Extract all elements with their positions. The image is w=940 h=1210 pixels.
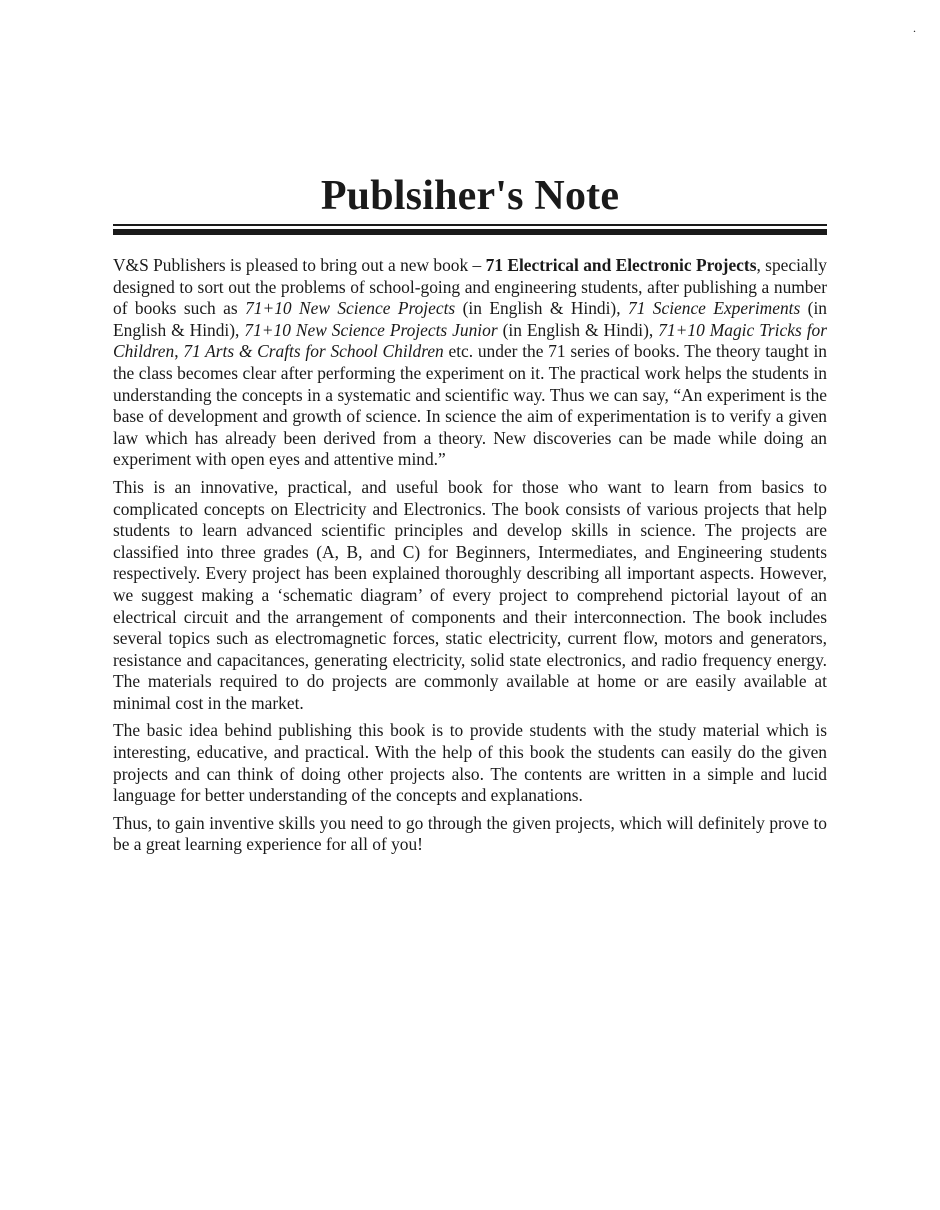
series-title-2: 71 Science Experiments (628, 298, 801, 319)
series-title-3: 71+10 New Science Projects Junior (244, 319, 498, 340)
intro-text-f: , (174, 341, 184, 362)
intro-text-c: (in English & Hindi), (455, 298, 628, 319)
title-rule-thin (113, 224, 827, 226)
series-title-4: 71+10 Magic Tricks for Children (113, 319, 827, 362)
intro-text-a: V&S Publishers is pleased to bring out a new book – (113, 255, 486, 275)
intro-text-e: (in English & Hindi), (497, 319, 659, 340)
note-body (113, 255, 827, 862)
intro-text-d: (in English & Hindi), (113, 298, 827, 340)
series-title-1: 71+10 New Science Projects (245, 298, 456, 319)
paragraph-conclusion: Thus, to gain inventive skills you need to go through the given projects, which will definitely prove to be a great learning experience for all of you! (113, 812, 827, 855)
intro-text-b: , specially designed to sort out the problems of school-going and engineering students, after publishing a number of books such as (113, 255, 827, 319)
paragraph-intro (113, 255, 827, 471)
series-title-5: 71 Arts & Crafts for School Children (183, 341, 444, 362)
title-rule-thick (113, 229, 827, 235)
page-title: Publsiher's Note (320, 173, 620, 219)
book-title: 71 Electrical and Electronic Projects (485, 255, 757, 275)
intro-text-g: etc. under the 71 series of books. The theory taught in the class becomes clear after performing the experiment on it. The practical work helps the students in understanding the concepts in a systematic and scientific way. Thus we can say, “An experiment is the base of development and growth of science. In science the aim of experimentation is to verify a given law which has already been derived from a theory. New discoveries can be made while doing an experiment with open eyes and attentive mind.” (113, 341, 827, 470)
title-double-rule (113, 224, 827, 235)
paragraph-basic-idea: The basic idea behind publishing this book is to provide students with the study material which is interesting, educative, and practical. With the help of this book the students can easily do the given projects and can think of doing other projects also. The contents are written in a simple and lucid language for better understanding of the concepts and explanations. (113, 720, 827, 806)
corner-mark: . (913, 21, 916, 35)
paragraph-about-book: This is an innovative, practical, and useful book for those who want to learn from basics to complicated concepts on Electricity and Electronics. The book consists of various projects that help students to learn advanced scientific principles and develop skills in science. The projects are classified into three grades (A, B, and C) for Beginners, Intermediates, and Engineering students respectively. Every project has been explained thoroughly describing all important aspects. However, we suggest making a ‘schematic diagram’ of every project to comprehend pictorial layout of an electrical circuit and the arrangement of components and their interconnection. The book includes several topics such as electromagnetic forces, static electricity, current flow, motors and generators, resistance and capacitances, generating electricity, solid state electronics, and radio frequency energy. The materials required to do projects are commonly available at home or are easily available at minimal cost in the market. (113, 476, 827, 713)
